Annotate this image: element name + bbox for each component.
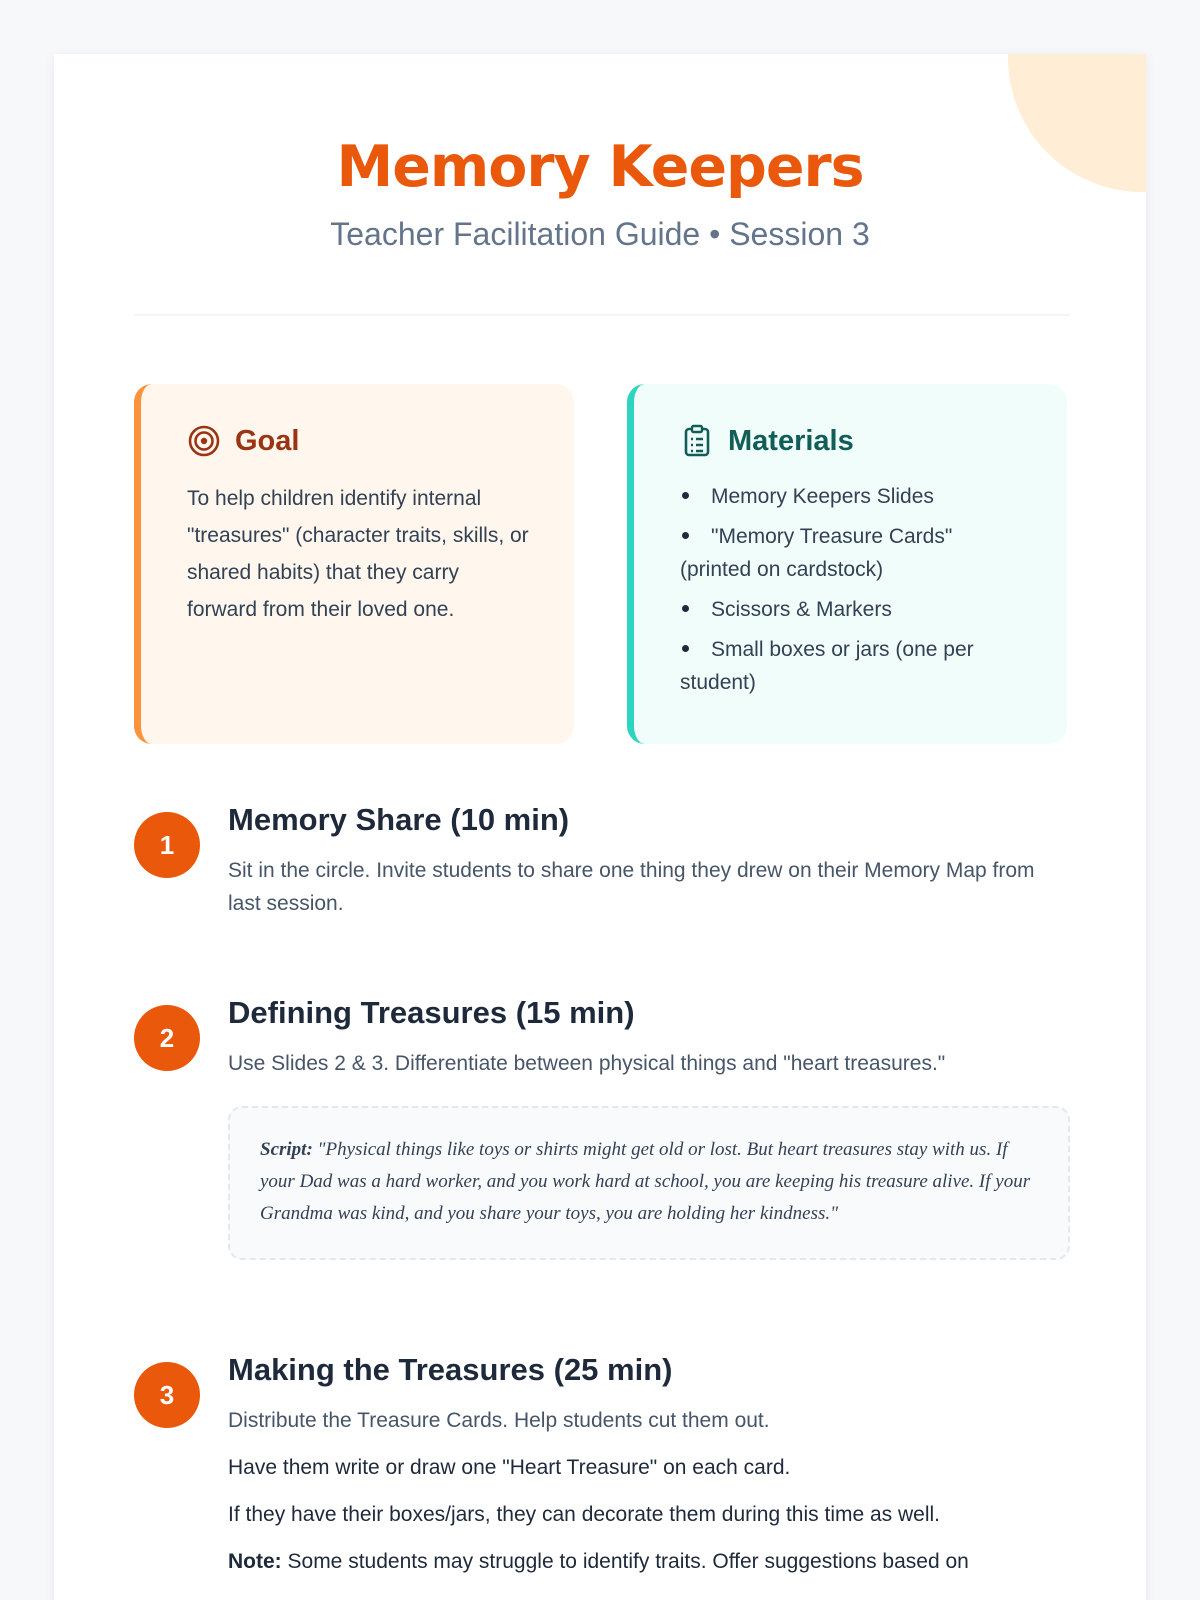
- step-number-badge: 3: [134, 1362, 200, 1428]
- step-title: Making the Treasures (25 min): [228, 1352, 673, 1387]
- goal-heading: [187, 424, 534, 458]
- clipboard-icon: [680, 424, 714, 458]
- materials-list: [680, 480, 1027, 699]
- target-icon: [187, 424, 221, 458]
- materials-heading: [680, 424, 1027, 458]
- step-text: Use Slides 2 & 3. Differentiate between physical things and "heart treasures.": [228, 1052, 946, 1075]
- bullet-icon: [682, 492, 689, 499]
- goal-card: [134, 384, 574, 744]
- guide-page: [54, 54, 1146, 1600]
- list-item: Small boxes or jars (one per student): [680, 638, 974, 694]
- step-title: Defining Treasures (15 min): [228, 995, 635, 1030]
- list-item: Memory Keepers Slides: [680, 480, 1027, 513]
- step-number-badge: 1: [134, 812, 200, 878]
- step-note: [228, 1545, 1070, 1578]
- goal-text: To help children identify internal "treasures" (character traits, skills, or shared habits) that they carry forward from their loved one.: [187, 487, 529, 621]
- step-text: Distribute the Treasure Cards. Help students cut them out.: [228, 1409, 770, 1432]
- step-title: Memory Share (10 min): [228, 802, 570, 837]
- page-title: Memory Keepers: [336, 134, 864, 200]
- materials-card: [627, 384, 1067, 744]
- bullet-icon: [682, 645, 689, 652]
- bullet-icon: [682, 605, 689, 612]
- step-instruction: If they have their boxes/jars, they can decorate them during this time as well.: [228, 1503, 941, 1526]
- page-subtitle: Teacher Facilitation Guide • Session 3: [330, 216, 870, 252]
- header-divider: [134, 314, 1070, 316]
- script-text: "Physical things like toys or shirts might get old or lost. But heart treasures stay with us. If your Dad was a hard worker, and you work hard at school, you are keeping his treasure alive. If your Grandma was kind, and you share your toys, you are holding her kindness.": [260, 1139, 1031, 1224]
- list-item: "Memory Treasure Cards" (printed on cardstock): [680, 525, 953, 581]
- note-label: Note:: [228, 1550, 282, 1573]
- script-callout: [228, 1106, 1070, 1260]
- script-label: Script:: [260, 1139, 313, 1160]
- bullet-icon: [682, 532, 689, 539]
- list-item: Scissors & Markers: [680, 593, 1027, 626]
- step-text: Sit in the circle. Invite students to share one thing they drew on their Memory Map from last session.: [228, 859, 1035, 915]
- materials-heading-label: Materials: [728, 424, 854, 457]
- step-number-badge: 2: [134, 1005, 200, 1071]
- step-instruction: Have them write or draw one "Heart Treasure" on each card.: [228, 1456, 791, 1479]
- note-text: Some students may struggle to identify traits. Offer suggestions based on: [281, 1550, 969, 1573]
- goal-heading-label: Goal: [235, 424, 300, 457]
